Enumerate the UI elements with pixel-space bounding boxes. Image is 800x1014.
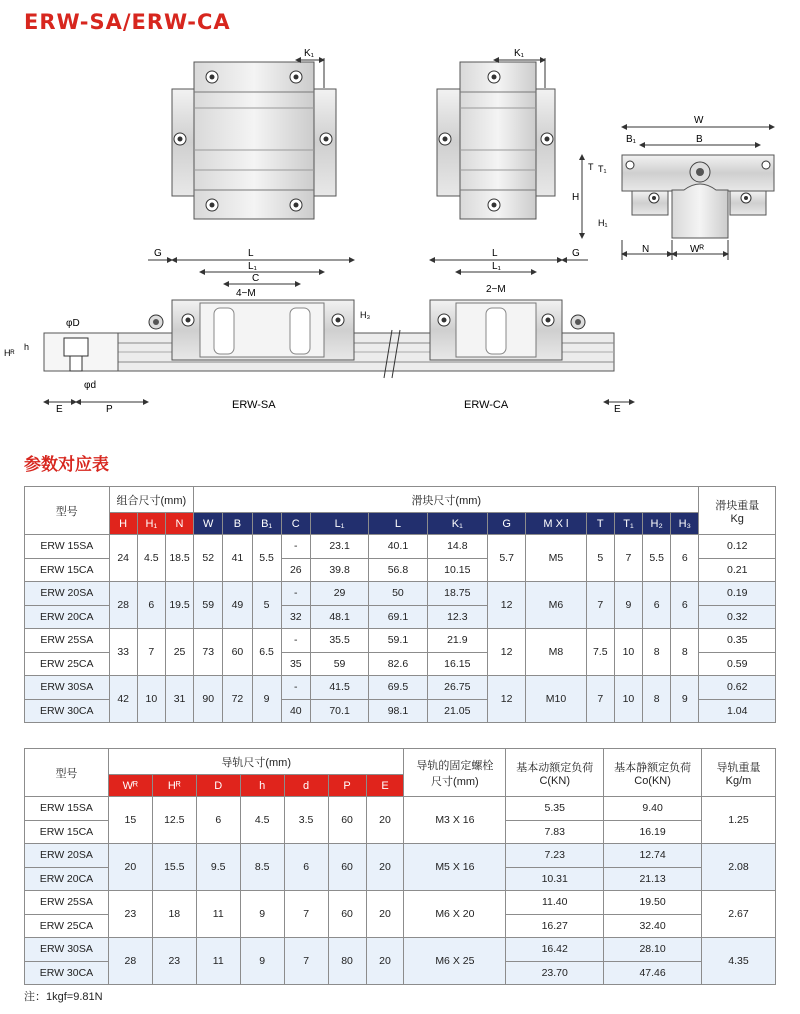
group-rail-header: 导轨尺寸(mm) <box>108 749 404 775</box>
value-p: 60 <box>328 844 366 891</box>
value-bolt: M6 X 25 <box>404 938 506 985</box>
value-w: 90 <box>194 676 223 723</box>
value-weight: 0.62 <box>699 676 776 700</box>
value-h: 9 <box>240 938 284 985</box>
value-c: - <box>281 676 310 700</box>
combo-col-header: H <box>109 513 137 535</box>
value-h2: 8 <box>643 629 671 676</box>
value-co-kn: 9.40 <box>604 797 702 821</box>
col-rail-weight-header <box>702 749 776 797</box>
value-w: 59 <box>194 582 223 629</box>
value-weight: 0.21 <box>699 558 776 582</box>
value-n: 19.5 <box>165 582 193 629</box>
dim-b-label: B <box>696 134 703 145</box>
top-view-ca <box>437 48 555 219</box>
rail-col-header: d <box>284 775 328 797</box>
value-weight: 0.35 <box>699 629 776 653</box>
value-h: 9 <box>240 891 284 938</box>
slider-col-header: H₃ <box>671 513 699 535</box>
value-d: 3.5 <box>284 797 328 844</box>
model-cell: ERW 15SA <box>25 797 109 821</box>
rail-col-header: Wᴿ <box>108 775 152 797</box>
value-wr: 28 <box>108 938 152 985</box>
value-e: 20 <box>366 797 404 844</box>
value-h2: 5.5 <box>643 535 671 582</box>
value-h: 8.5 <box>240 844 284 891</box>
value-h1: 6 <box>137 582 165 629</box>
value-c-kn: 16.42 <box>506 938 604 962</box>
value-l1: 39.8 <box>310 558 368 582</box>
dim-g-sa-label: G <box>154 248 162 259</box>
page-title: ERW-SA/ERW-CA <box>24 10 231 34</box>
col-bolt-header-line1: 导轨的固定螺栓 <box>416 759 494 772</box>
value-w: 73 <box>194 629 223 676</box>
dim-e-right-label: E <box>614 404 621 415</box>
dim-e-left-label: E <box>56 404 63 415</box>
value-wr: 20 <box>108 844 152 891</box>
dim-4m-label: 4−M <box>236 288 256 299</box>
value-mxl: M6 <box>526 582 586 629</box>
label-erw-sa: ERW-SA <box>232 399 276 411</box>
dim-w-label: W <box>694 115 704 126</box>
value-p: 60 <box>328 797 366 844</box>
value-k1: 10.15 <box>427 558 487 582</box>
group-combo-header: 组合尺寸(mm) <box>109 487 194 513</box>
dim-phid-big-label: φD <box>66 318 80 329</box>
slider-col-header: W <box>194 513 223 535</box>
dim-b1-label: B₁ <box>626 134 637 145</box>
model-cell: ERW 25CA <box>25 914 109 938</box>
value-t1: 10 <box>614 676 642 723</box>
value-l1: 59 <box>310 652 368 676</box>
value-mxl: M10 <box>526 676 586 723</box>
value-b1: 5 <box>252 582 281 629</box>
value-c-kn: 11.40 <box>506 891 604 915</box>
value-b1: 6.5 <box>252 629 281 676</box>
slider-col-header: L₁ <box>310 513 368 535</box>
model-cell: ERW 15CA <box>25 820 109 844</box>
value-l: 82.6 <box>369 652 427 676</box>
combo-col-header: H₁ <box>137 513 165 535</box>
dim-hr-label: Hᴿ <box>4 348 15 358</box>
value-weight: 1.04 <box>699 699 776 723</box>
value-d: 11 <box>196 938 240 985</box>
value-t: 7 <box>586 582 614 629</box>
slider-col-header: K₁ <box>427 513 487 535</box>
combo-col-header: N <box>165 513 193 535</box>
slider-spec-table <box>24 486 776 723</box>
value-t: 7.5 <box>586 629 614 676</box>
value-b: 41 <box>223 535 252 582</box>
value-h: 42 <box>109 676 137 723</box>
value-p: 80 <box>328 938 366 985</box>
dim-c-label: C <box>252 273 260 284</box>
side-view <box>4 248 634 415</box>
label-erw-ca: ERW-CA <box>464 399 509 411</box>
value-d: 11 <box>196 891 240 938</box>
model-cell: ERW 30CA <box>25 699 110 723</box>
section-title: 参数对应表 <box>24 455 109 475</box>
value-c: 26 <box>281 558 310 582</box>
model-cell: ERW 25SA <box>25 629 110 653</box>
value-bolt: M6 X 20 <box>404 891 506 938</box>
slider-spec-body <box>25 487 776 723</box>
value-k1: 26.75 <box>427 676 487 700</box>
value-g: 12 <box>488 629 526 676</box>
dim-h1-label: H₁ <box>598 218 608 228</box>
value-d: 9.5 <box>196 844 240 891</box>
value-k1: 14.8 <box>427 535 487 559</box>
value-k1: 21.9 <box>427 629 487 653</box>
value-l: 98.1 <box>369 699 427 723</box>
value-c: - <box>281 629 310 653</box>
value-t1: 9 <box>614 582 642 629</box>
dim-p-label: P <box>106 404 113 415</box>
value-c-kn: 16.27 <box>506 914 604 938</box>
value-rail-weight: 1.25 <box>702 797 776 844</box>
rail-spec-table <box>24 748 776 985</box>
technical-drawing <box>0 38 800 428</box>
dim-2m-label: 2−M <box>486 284 506 295</box>
col-static-load-header-line1: 基本静额定负荷 <box>614 761 692 774</box>
value-h2: 8 <box>643 676 671 723</box>
value-l: 69.1 <box>369 605 427 629</box>
value-rail-weight: 4.35 <box>702 938 776 985</box>
value-t: 5 <box>586 535 614 582</box>
value-c-kn: 23.70 <box>506 961 604 985</box>
value-h: 4.5 <box>240 797 284 844</box>
dim-phid-small-label: φd <box>84 380 97 391</box>
dim-h-label: H <box>572 192 580 203</box>
value-c-kn: 10.31 <box>506 867 604 891</box>
value-h1: 10 <box>137 676 165 723</box>
value-k1: 12.3 <box>427 605 487 629</box>
top-view-sa <box>172 48 336 219</box>
value-rail-weight: 2.08 <box>702 844 776 891</box>
value-l1: 41.5 <box>310 676 368 700</box>
slider-col-header: H₂ <box>643 513 671 535</box>
rail-col-header: E <box>366 775 404 797</box>
value-mxl: M5 <box>526 535 586 582</box>
value-e: 20 <box>366 938 404 985</box>
value-weight: 0.19 <box>699 582 776 606</box>
value-h: 33 <box>109 629 137 676</box>
value-h3: 6 <box>671 535 699 582</box>
dim-l1-sa-label: L₁ <box>248 261 257 272</box>
col-weight-header <box>699 487 776 535</box>
value-weight: 0.12 <box>699 535 776 559</box>
value-co-kn: 28.10 <box>604 938 702 962</box>
dim-k1-label: K₁ <box>304 48 315 59</box>
value-l1: 48.1 <box>310 605 368 629</box>
value-g: 5.7 <box>488 535 526 582</box>
value-w: 52 <box>194 535 223 582</box>
value-e: 20 <box>366 844 404 891</box>
value-k1: 21.05 <box>427 699 487 723</box>
dim-wr-label: Wᴿ <box>690 244 704 255</box>
value-n: 18.5 <box>165 535 193 582</box>
value-wr: 15 <box>108 797 152 844</box>
col-dynamic-load-header <box>506 749 604 797</box>
value-n: 25 <box>165 629 193 676</box>
col-static-load-header <box>604 749 702 797</box>
value-k1: 16.15 <box>427 652 487 676</box>
col-dynamic-load-header-line2: C(KN) <box>539 774 570 787</box>
value-t: 7 <box>586 676 614 723</box>
model-cell: ERW 20SA <box>25 582 110 606</box>
model-cell: ERW 30CA <box>25 961 109 985</box>
rail-col-header: P <box>328 775 366 797</box>
value-weight: 0.32 <box>699 605 776 629</box>
value-l1: 35.5 <box>310 629 368 653</box>
value-c-kn: 7.23 <box>506 844 604 868</box>
value-c: - <box>281 582 310 606</box>
dim-l1-ca-label: L₁ <box>492 261 501 272</box>
value-bolt: M3 X 16 <box>404 797 506 844</box>
value-l1: 23.1 <box>310 535 368 559</box>
rail-col-header: D <box>196 775 240 797</box>
dim-t-label: T <box>588 162 594 172</box>
value-b1: 5.5 <box>252 535 281 582</box>
dim-l-ca-label: L <box>492 248 498 259</box>
value-t1: 7 <box>614 535 642 582</box>
value-hr: 18 <box>152 891 196 938</box>
value-rail-weight: 2.67 <box>702 891 776 938</box>
value-co-kn: 32.40 <box>604 914 702 938</box>
value-d: 7 <box>284 891 328 938</box>
value-weight: 0.59 <box>699 652 776 676</box>
value-h1: 7 <box>137 629 165 676</box>
slider-col-header: T₁ <box>614 513 642 535</box>
value-h: 28 <box>109 582 137 629</box>
value-n: 31 <box>165 676 193 723</box>
value-b: 49 <box>223 582 252 629</box>
model-cell: ERW 25CA <box>25 652 110 676</box>
footnote: 注：1kgf=9.81N <box>24 991 103 1003</box>
value-h3: 6 <box>671 582 699 629</box>
value-c: 40 <box>281 699 310 723</box>
value-p: 60 <box>328 891 366 938</box>
model-cell: ERW 15CA <box>25 558 110 582</box>
end-view <box>572 115 774 260</box>
value-hr: 12.5 <box>152 797 196 844</box>
value-co-kn: 19.50 <box>604 891 702 915</box>
group-slider-header: 滑块尺寸(mm) <box>194 487 699 513</box>
value-h3: 8 <box>671 629 699 676</box>
col-dynamic-load-header-line1: 基本动额定负荷 <box>516 761 594 774</box>
model-cell: ERW 15SA <box>25 535 110 559</box>
dim-k1-ca-label: K₁ <box>514 48 525 59</box>
value-h2: 6 <box>643 582 671 629</box>
value-h: 24 <box>109 535 137 582</box>
col-bolt-header-line2: 尺寸(mm) <box>431 775 479 788</box>
dim-t1-label: T₁ <box>598 164 607 174</box>
col-model-header: 型号 <box>25 487 110 535</box>
model-cell: ERW 20SA <box>25 844 109 868</box>
value-c-kn: 5.35 <box>506 797 604 821</box>
model-cell: ERW 20CA <box>25 867 109 891</box>
value-co-kn: 16.19 <box>604 820 702 844</box>
value-l1: 29 <box>310 582 368 606</box>
value-d: 6 <box>196 797 240 844</box>
dim-h3-label: H₃ <box>360 310 371 320</box>
weight-unit: Kg <box>730 512 744 525</box>
value-c: 32 <box>281 605 310 629</box>
dim-h-small-label: h <box>24 342 30 352</box>
value-h1: 4.5 <box>137 535 165 582</box>
slider-col-header: G <box>488 513 526 535</box>
value-g: 12 <box>488 676 526 723</box>
value-c: - <box>281 535 310 559</box>
value-t1: 10 <box>614 629 642 676</box>
model-cell: ERW 30SA <box>25 676 110 700</box>
value-wr: 23 <box>108 891 152 938</box>
value-co-kn: 47.46 <box>604 961 702 985</box>
col-static-load-header-line2: Co(KN) <box>634 774 671 787</box>
value-co-kn: 12.74 <box>604 844 702 868</box>
value-l1: 70.1 <box>310 699 368 723</box>
value-e: 20 <box>366 891 404 938</box>
col-bolt-header <box>404 749 506 797</box>
slider-col-header: T <box>586 513 614 535</box>
dim-l-sa-label: L <box>248 248 254 259</box>
value-b1: 9 <box>252 676 281 723</box>
value-l: 40.1 <box>369 535 427 559</box>
value-l: 56.8 <box>369 558 427 582</box>
slider-col-header: L <box>369 513 427 535</box>
slider-col-header: B₁ <box>252 513 281 535</box>
value-bolt: M5 X 16 <box>404 844 506 891</box>
value-l: 59.1 <box>369 629 427 653</box>
value-b: 72 <box>223 676 252 723</box>
dim-g-ca-label: G <box>572 248 580 259</box>
value-h3: 9 <box>671 676 699 723</box>
model-cell: ERW 30SA <box>25 938 109 962</box>
value-b: 60 <box>223 629 252 676</box>
value-c-kn: 7.83 <box>506 820 604 844</box>
slider-col-header: C <box>281 513 310 535</box>
model-cell: ERW 20CA <box>25 605 110 629</box>
value-hr: 23 <box>152 938 196 985</box>
weight-title: 滑块重量 <box>715 499 760 512</box>
value-hr: 15.5 <box>152 844 196 891</box>
value-l: 50 <box>369 582 427 606</box>
col-rail-weight-header-line2: Kg/m <box>725 774 752 787</box>
model-cell: ERW 25SA <box>25 891 109 915</box>
rail-spec-body <box>25 749 776 985</box>
col-rail-weight-header-line1: 导轨重量 <box>716 761 761 774</box>
value-co-kn: 21.13 <box>604 867 702 891</box>
value-c: 35 <box>281 652 310 676</box>
value-d: 7 <box>284 938 328 985</box>
value-k1: 18.75 <box>427 582 487 606</box>
slider-col-header: M X l <box>526 513 586 535</box>
col-model-header: 型号 <box>25 749 109 797</box>
rail-col-header: h <box>240 775 284 797</box>
value-mxl: M8 <box>526 629 586 676</box>
value-l: 69.5 <box>369 676 427 700</box>
value-g: 12 <box>488 582 526 629</box>
dim-n-label: N <box>642 244 650 255</box>
rail-col-header: Hᴿ <box>152 775 196 797</box>
value-d: 6 <box>284 844 328 891</box>
slider-col-header: B <box>223 513 252 535</box>
